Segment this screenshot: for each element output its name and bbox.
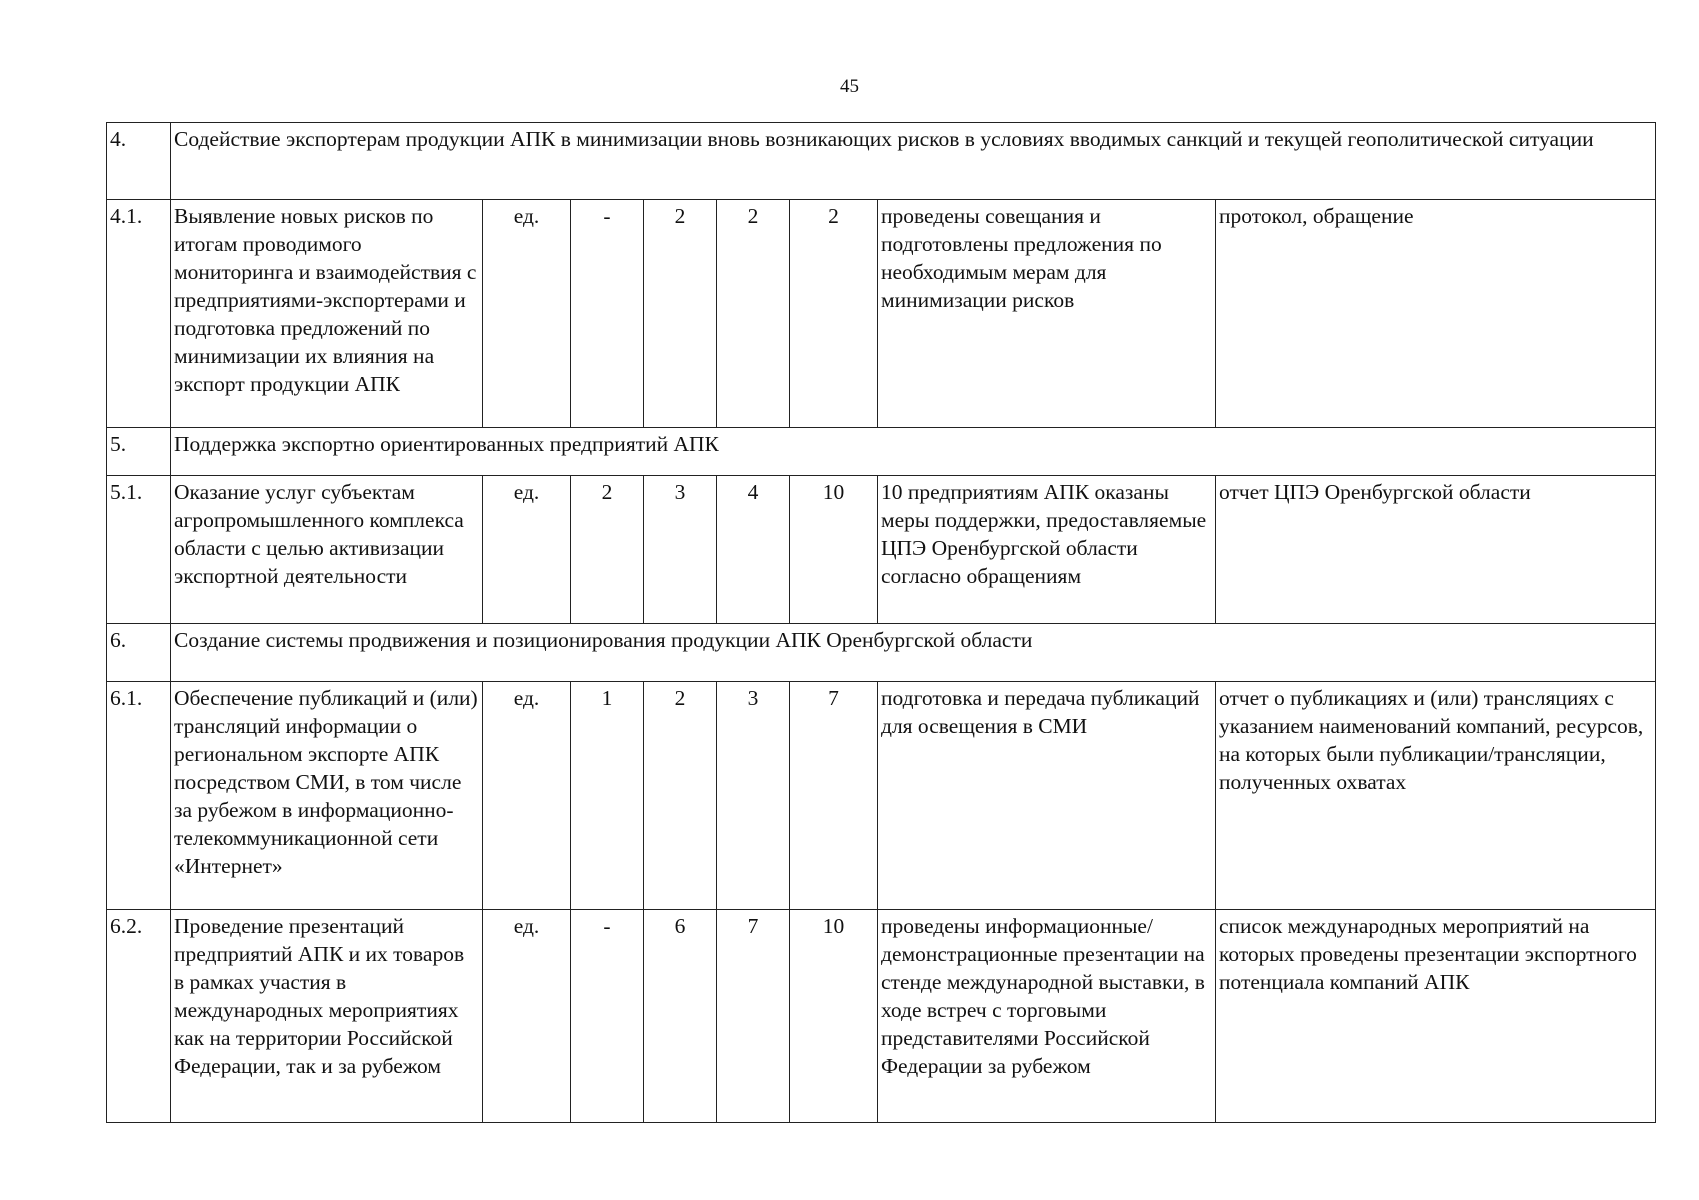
page-number: 45 <box>840 76 859 97</box>
section-title: Содействие экспортерам продукции АПК в минимизации вновь возникающих рисков в условиях вводимых санкций и текущей геополитической ситуации <box>171 123 1656 200</box>
document-cell: протокол, обращение <box>1216 200 1656 428</box>
document-cell: отчет о публикациях и (или) трансляциях с указанием наименований компаний, ресурсов, на которых были публикации/трансляции, полученных охватах <box>1216 682 1656 910</box>
row-number: 4.1. <box>107 200 171 428</box>
value-cell: 3 <box>644 476 717 624</box>
section-row <box>107 123 1656 200</box>
unit-cell: ед. <box>483 910 571 1123</box>
activity-cell: Проведение презентаций предприятий АПК и их товаров в рамках участия в международных мероприятиях как на территории Российской Федерации, так и за рубежом <box>171 910 483 1123</box>
value-cell: 7 <box>790 682 878 910</box>
unit-cell: ед. <box>483 476 571 624</box>
activity-cell: Обеспечение публикаций и (или) трансляций информации о региональном экспорте АПК посредством СМИ, в том числе за рубежом в информационно-телекоммуникационной сети «Интернет» <box>171 682 483 910</box>
unit-cell: ед. <box>483 200 571 428</box>
table-row <box>107 200 1656 428</box>
value-cell: 2 <box>644 682 717 910</box>
value-cell: 4 <box>717 476 790 624</box>
result-cell: подготовка и передача публикаций для освещения в СМИ <box>878 682 1216 910</box>
result-cell: 10 предприятиям АПК оказаны меры поддержки, предоставляемые ЦПЭ Оренбургской области согласно обращениям <box>878 476 1216 624</box>
value-cell: 10 <box>790 476 878 624</box>
value-cell: - <box>571 910 644 1123</box>
activity-plan-table <box>106 122 1656 1123</box>
table-row <box>107 476 1656 624</box>
value-cell: 2 <box>644 200 717 428</box>
value-cell: 3 <box>717 682 790 910</box>
row-number: 6.2. <box>107 910 171 1123</box>
value-cell: 7 <box>717 910 790 1123</box>
table-row <box>107 910 1656 1123</box>
value-cell: 1 <box>571 682 644 910</box>
activity-cell: Выявление новых рисков по итогам проводимого мониторинга и взаимодействия с предприятиями-экспортерами и подготовка предложений по минимизации их влияния на экспорт продукции АПК <box>171 200 483 428</box>
value-cell: 6 <box>644 910 717 1123</box>
activity-cell: Оказание услуг субъектам агропромышленного комплекса области с целью активизации экспортной деятельности <box>171 476 483 624</box>
unit-cell: ед. <box>483 682 571 910</box>
row-number: 5. <box>107 428 171 476</box>
result-cell: проведены информационные/демонстрационные презентации на стенде международной выставки, в ходе встреч с торговыми представителями Российской Федерации за рубежом <box>878 910 1216 1123</box>
section-title: Поддержка экспортно ориентированных предприятий АПК <box>171 428 1656 476</box>
value-cell: 2 <box>717 200 790 428</box>
value-cell: 2 <box>571 476 644 624</box>
table-row <box>107 682 1656 910</box>
document-cell: список международных мероприятий на которых проведены презентации экспортного потенциала компаний АПК <box>1216 910 1656 1123</box>
section-row <box>107 624 1656 682</box>
section-row <box>107 428 1656 476</box>
value-cell: 10 <box>790 910 878 1123</box>
result-cell: проведены совещания и подготовлены предложения по необходимым мерам для минимизации рисков <box>878 200 1216 428</box>
value-cell: 2 <box>790 200 878 428</box>
row-number: 4. <box>107 123 171 200</box>
row-number: 6. <box>107 624 171 682</box>
value-cell: - <box>571 200 644 428</box>
row-number: 5.1. <box>107 476 171 624</box>
document-cell: отчет ЦПЭ Оренбургской области <box>1216 476 1656 624</box>
section-title: Создание системы продвижения и позиционирования продукции АПК Оренбургской области <box>171 624 1656 682</box>
row-number: 6.1. <box>107 682 171 910</box>
